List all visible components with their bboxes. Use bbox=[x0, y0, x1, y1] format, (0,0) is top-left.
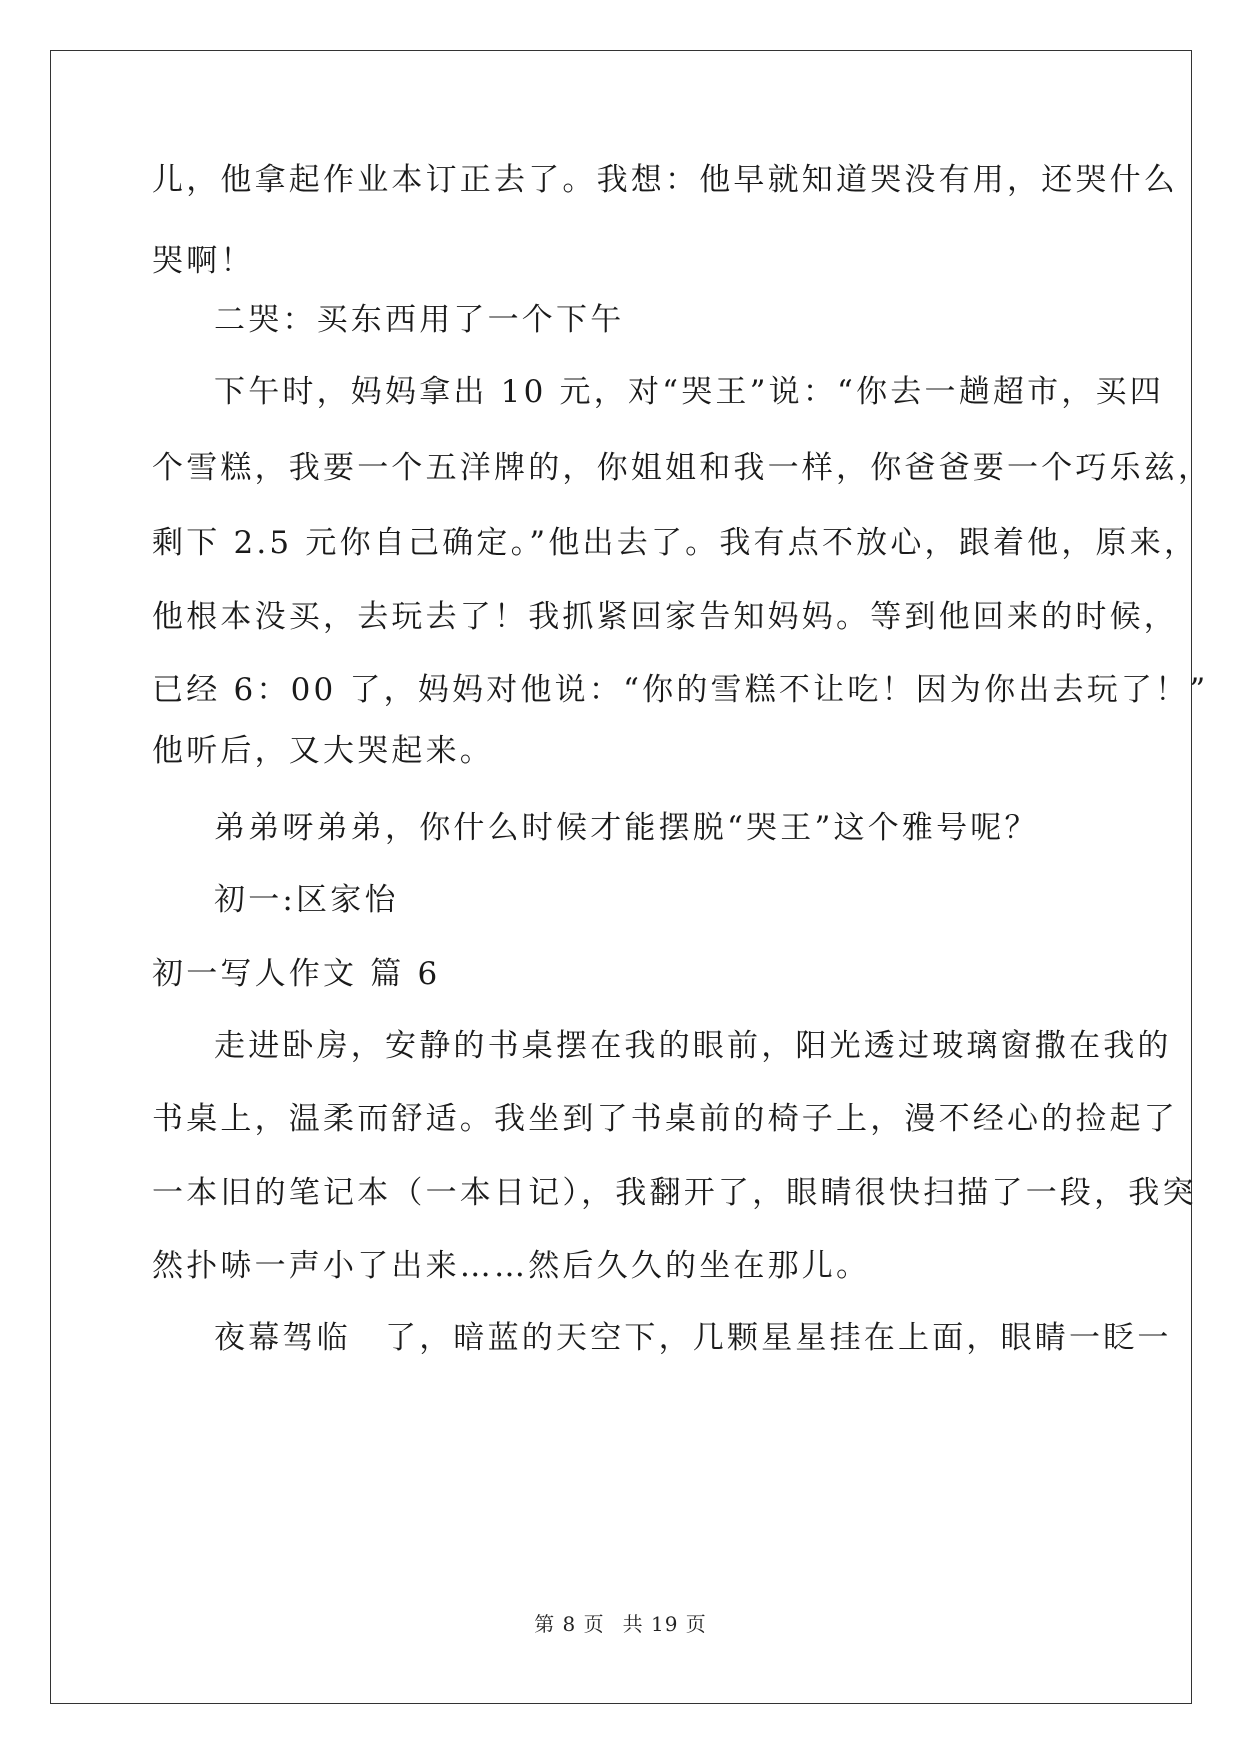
text-line: 他听后，又大哭起来。 bbox=[152, 733, 494, 769]
text-line: 已经 6：00 了，妈妈对他说：“你的雪糕不让吃！因为你出去玩了！” bbox=[152, 672, 1209, 708]
text-line: 弟弟呀弟弟，你什么时候才能摆脱“哭王”这个雅号呢？ bbox=[214, 810, 1039, 846]
text-line: 他根本没买，去玩去了！我抓紧回家告知妈妈。等到他回来的时候， bbox=[152, 599, 1178, 635]
section-subheading: 二哭：买东西用了一个下午 bbox=[214, 302, 625, 338]
text-line: 下午时，妈妈拿出 10 元，对“哭王”说：“你去一趟超市，买四 bbox=[214, 374, 1164, 410]
text-line: 剩下 2.5 元你自己确定。”他出去了。我有点不放心，跟着他，原来， bbox=[152, 525, 1199, 561]
page-number: 第 8 页 bbox=[534, 1612, 605, 1636]
text-line: 儿，他拿起作业本订正去了。我想：他早就知道哭没有用，还哭什么 bbox=[152, 162, 1178, 198]
text-line: 哭啊！ bbox=[152, 243, 255, 279]
text-line: 走进卧房，安静的书桌摆在我的眼前，阳光透过玻璃窗撒在我的 bbox=[214, 1028, 1172, 1064]
text-line: 夜幕驾临 了，暗蓝的天空下，几颗星星挂在上面，眼睛一眨一 bbox=[214, 1320, 1172, 1356]
page-total: 共 19 页 bbox=[622, 1612, 707, 1636]
page-footer bbox=[0, 1611, 1241, 1637]
text-line: 然扑哧一声小了出来……然后久久的坐在那儿。 bbox=[152, 1248, 871, 1284]
page-border bbox=[50, 50, 1192, 1704]
text-line: 一本旧的笔记本（一本日记），我翻开了，眼睛很快扫描了一段，我突 bbox=[152, 1175, 1197, 1211]
text-line: 书桌上，温柔而舒适。我坐到了书桌前的椅子上，漫不经心的捡起了 bbox=[152, 1101, 1178, 1137]
text-line: 个雪糕，我要一个五洋牌的，你姐姐和我一样，你爸爸要一个巧乐兹， bbox=[152, 450, 1213, 486]
author-signature: 初一:区家怡 bbox=[214, 882, 399, 918]
essay-title: 初一写人作文 篇 6 bbox=[152, 956, 441, 992]
